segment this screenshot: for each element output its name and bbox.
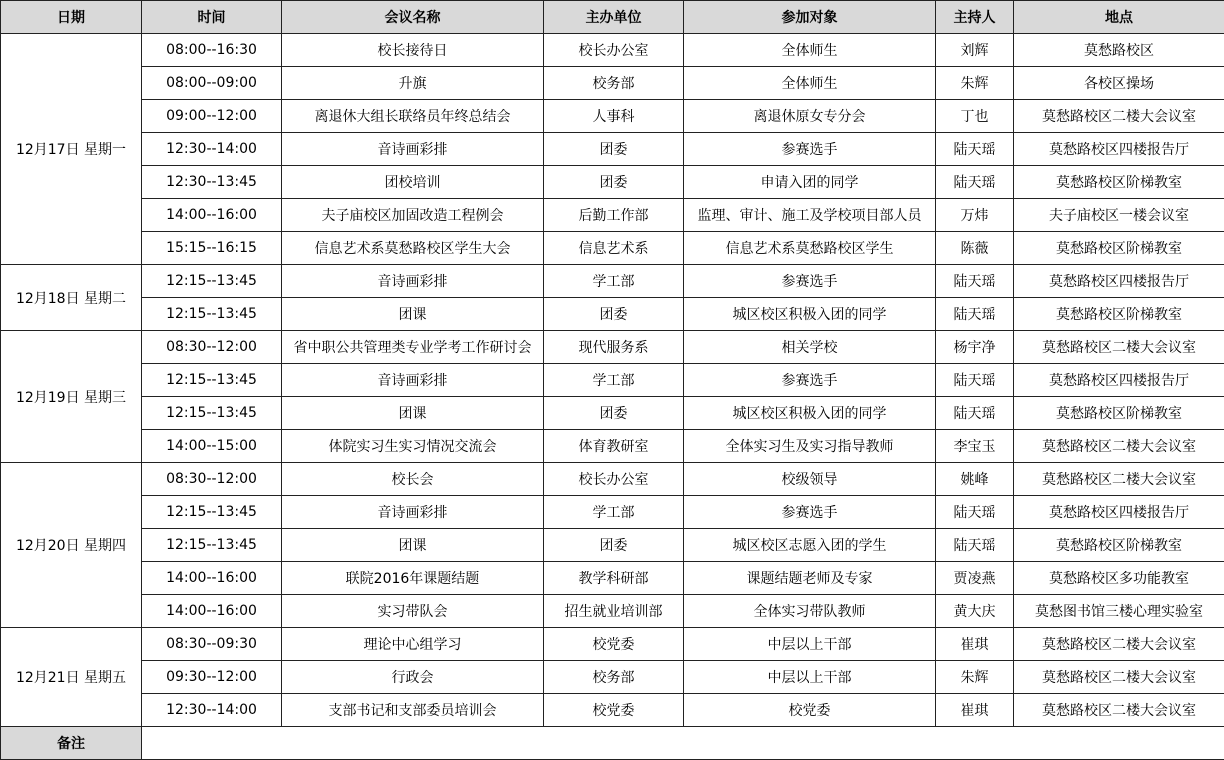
location-cell: 莫愁路校区四楼报告厅: [1014, 364, 1224, 397]
host-cell: 崔琪: [936, 694, 1014, 727]
host-cell: 陈薇: [936, 232, 1014, 265]
note-value: [142, 727, 1224, 760]
meeting-name-cell: 音诗画彩排: [282, 265, 544, 298]
time-cell: 08:30--09:30: [142, 628, 282, 661]
time-cell: 09:00--12:00: [142, 100, 282, 133]
location-cell: 莫愁路校区阶梯教室: [1014, 166, 1224, 199]
table-row: [1, 463, 1224, 496]
location-cell: 莫愁路校区四楼报告厅: [1014, 133, 1224, 166]
meeting-name-cell: 理论中心组学习: [282, 628, 544, 661]
participants-cell: 全体师生: [684, 34, 936, 67]
time-cell: 09:30--12:00: [142, 661, 282, 694]
meeting-name-cell: 音诗画彩排: [282, 364, 544, 397]
date-cell: 12月19日 星期三: [1, 331, 142, 463]
host-cell: 万炜: [936, 199, 1014, 232]
meeting-name-cell: 团校培训: [282, 166, 544, 199]
note-label: 备注: [1, 727, 142, 760]
location-cell: 莫愁路校区阶梯教室: [1014, 298, 1224, 331]
table-row: [1, 100, 1224, 133]
organizer-cell: 学工部: [544, 265, 684, 298]
time-cell: 14:00--16:00: [142, 595, 282, 628]
organizer-cell: 学工部: [544, 496, 684, 529]
organizer-cell: 校党委: [544, 694, 684, 727]
host-cell: 朱辉: [936, 67, 1014, 100]
meeting-name-cell: 体院实习生实习情况交流会: [282, 430, 544, 463]
schedule-body: [1, 34, 1224, 727]
participants-cell: 监理、审计、施工及学校项目部人员: [684, 199, 936, 232]
time-cell: 12:15--13:45: [142, 496, 282, 529]
participants-cell: 校党委: [684, 694, 936, 727]
time-cell: 12:30--14:00: [142, 694, 282, 727]
header-organizer: 主办单位: [544, 1, 684, 34]
location-cell: 莫愁路校区二楼大会议室: [1014, 694, 1224, 727]
table-row: [1, 199, 1224, 232]
host-cell: 陆天瑶: [936, 397, 1014, 430]
organizer-cell: 后勤工作部: [544, 199, 684, 232]
participants-cell: 全体实习带队教师: [684, 595, 936, 628]
participants-cell: 中层以上干部: [684, 628, 936, 661]
organizer-cell: 人事科: [544, 100, 684, 133]
meeting-name-cell: 夫子庙校区加固改造工程例会: [282, 199, 544, 232]
time-cell: 12:15--13:45: [142, 529, 282, 562]
table-row: [1, 694, 1224, 727]
location-cell: 莫愁路校区阶梯教室: [1014, 397, 1224, 430]
time-cell: 08:00--16:30: [142, 34, 282, 67]
location-cell: 夫子庙校区一楼会议室: [1014, 199, 1224, 232]
table-row: [1, 331, 1224, 364]
participants-cell: 课题结题老师及专家: [684, 562, 936, 595]
meeting-name-cell: 行政会: [282, 661, 544, 694]
host-cell: 丁也: [936, 100, 1014, 133]
organizer-cell: 学工部: [544, 364, 684, 397]
header-location: 地点: [1014, 1, 1224, 34]
note-row: [1, 727, 1224, 760]
organizer-cell: 团委: [544, 397, 684, 430]
host-cell: 陆天瑶: [936, 265, 1014, 298]
host-cell: 陆天瑶: [936, 166, 1014, 199]
participants-cell: 校级领导: [684, 463, 936, 496]
location-cell: 莫愁路校区二楼大会议室: [1014, 100, 1224, 133]
host-cell: 杨宇净: [936, 331, 1014, 364]
date-cell: 12月17日 星期一: [1, 34, 142, 265]
meeting-name-cell: 校长接待日: [282, 34, 544, 67]
table-row: [1, 67, 1224, 100]
meeting-name-cell: 离退休大组长联络员年终总结会: [282, 100, 544, 133]
organizer-cell: 教学科研部: [544, 562, 684, 595]
location-cell: 莫愁路校区二楼大会议室: [1014, 628, 1224, 661]
table-row: [1, 562, 1224, 595]
table-row: [1, 529, 1224, 562]
host-cell: 李宝玉: [936, 430, 1014, 463]
location-cell: 莫愁路校区二楼大会议室: [1014, 463, 1224, 496]
table-row: [1, 397, 1224, 430]
participants-cell: 城区校区志愿入团的学生: [684, 529, 936, 562]
time-cell: 14:00--15:00: [142, 430, 282, 463]
meeting-name-cell: 校长会: [282, 463, 544, 496]
participants-cell: 全体师生: [684, 67, 936, 100]
organizer-cell: 现代服务系: [544, 331, 684, 364]
participants-cell: 参赛选手: [684, 364, 936, 397]
table-row: [1, 661, 1224, 694]
time-cell: 12:15--13:45: [142, 364, 282, 397]
host-cell: 黄大庆: [936, 595, 1014, 628]
time-cell: 08:00--09:00: [142, 67, 282, 100]
host-cell: 刘辉: [936, 34, 1014, 67]
organizer-cell: 校长办公室: [544, 463, 684, 496]
header-host: 主持人: [936, 1, 1014, 34]
table-row: [1, 595, 1224, 628]
time-cell: 14:00--16:00: [142, 199, 282, 232]
participants-cell: 申请入团的同学: [684, 166, 936, 199]
host-cell: 贾凌燕: [936, 562, 1014, 595]
location-cell: 莫愁路校区: [1014, 34, 1224, 67]
host-cell: 陆天瑶: [936, 298, 1014, 331]
location-cell: 各校区操场: [1014, 67, 1224, 100]
organizer-cell: 招生就业培训部: [544, 595, 684, 628]
date-cell: 12月21日 星期五: [1, 628, 142, 727]
header-date: 日期: [1, 1, 142, 34]
organizer-cell: 团委: [544, 298, 684, 331]
time-cell: 08:30--12:00: [142, 463, 282, 496]
header-time: 时间: [142, 1, 282, 34]
participants-cell: 城区校区积极入团的同学: [684, 298, 936, 331]
meeting-name-cell: 实习带队会: [282, 595, 544, 628]
table-row: [1, 166, 1224, 199]
organizer-cell: 校务部: [544, 661, 684, 694]
organizer-cell: 团委: [544, 166, 684, 199]
meeting-name-cell: 音诗画彩排: [282, 133, 544, 166]
time-cell: 15:15--16:15: [142, 232, 282, 265]
participants-cell: 参赛选手: [684, 265, 936, 298]
participants-cell: 信息艺术系莫愁路校区学生: [684, 232, 936, 265]
date-cell: 12月18日 星期二: [1, 265, 142, 331]
participants-cell: 相关学校: [684, 331, 936, 364]
meeting-name-cell: 团课: [282, 529, 544, 562]
table-row: [1, 133, 1224, 166]
table-row: [1, 628, 1224, 661]
meeting-name-cell: 联院2016年课题结题: [282, 562, 544, 595]
organizer-cell: 体育教研室: [544, 430, 684, 463]
time-cell: 08:30--12:00: [142, 331, 282, 364]
organizer-cell: 团委: [544, 529, 684, 562]
time-cell: 12:30--13:45: [142, 166, 282, 199]
organizer-cell: 校务部: [544, 67, 684, 100]
table-row: [1, 298, 1224, 331]
host-cell: 姚峰: [936, 463, 1014, 496]
location-cell: 莫愁路校区阶梯教室: [1014, 232, 1224, 265]
meeting-name-cell: 支部书记和支部委员培训会: [282, 694, 544, 727]
table-row: [1, 265, 1224, 298]
time-cell: 12:15--13:45: [142, 298, 282, 331]
location-cell: 莫愁路校区二楼大会议室: [1014, 430, 1224, 463]
host-cell: 陆天瑶: [936, 364, 1014, 397]
location-cell: 莫愁路校区二楼大会议室: [1014, 331, 1224, 364]
host-cell: 陆天瑶: [936, 133, 1014, 166]
participants-cell: 参赛选手: [684, 496, 936, 529]
location-cell: 莫愁路校区四楼报告厅: [1014, 265, 1224, 298]
meeting-name-cell: 信息艺术系莫愁路校区学生大会: [282, 232, 544, 265]
header-participants: 参加对象: [684, 1, 936, 34]
table-row: [1, 364, 1224, 397]
location-cell: 莫愁路校区多功能教室: [1014, 562, 1224, 595]
organizer-cell: 信息艺术系: [544, 232, 684, 265]
location-cell: 莫愁路校区阶梯教室: [1014, 529, 1224, 562]
meeting-name-cell: 省中职公共管理类专业学考工作研讨会: [282, 331, 544, 364]
host-cell: 陆天瑶: [936, 496, 1014, 529]
location-cell: 莫愁路校区二楼大会议室: [1014, 661, 1224, 694]
time-cell: 14:00--16:00: [142, 562, 282, 595]
participants-cell: 全体实习生及实习指导教师: [684, 430, 936, 463]
header-row: [1, 1, 1224, 34]
table-row: [1, 430, 1224, 463]
host-cell: 朱辉: [936, 661, 1014, 694]
participants-cell: 离退休原女专分会: [684, 100, 936, 133]
organizer-cell: 校长办公室: [544, 34, 684, 67]
location-cell: 莫愁图书馆三楼心理实验室: [1014, 595, 1224, 628]
time-cell: 12:15--13:45: [142, 397, 282, 430]
header-meeting-name: 会议名称: [282, 1, 544, 34]
organizer-cell: 团委: [544, 133, 684, 166]
location-cell: 莫愁路校区四楼报告厅: [1014, 496, 1224, 529]
meeting-name-cell: 升旗: [282, 67, 544, 100]
table-row: [1, 232, 1224, 265]
host-cell: 崔琪: [936, 628, 1014, 661]
meeting-name-cell: 音诗画彩排: [282, 496, 544, 529]
participants-cell: 城区校区积极入团的同学: [684, 397, 936, 430]
table-row: [1, 34, 1224, 67]
organizer-cell: 校党委: [544, 628, 684, 661]
meeting-name-cell: 团课: [282, 397, 544, 430]
date-cell: 12月20日 星期四: [1, 463, 142, 628]
participants-cell: 中层以上干部: [684, 661, 936, 694]
time-cell: 12:30--14:00: [142, 133, 282, 166]
participants-cell: 参赛选手: [684, 133, 936, 166]
time-cell: 12:15--13:45: [142, 265, 282, 298]
meeting-name-cell: 团课: [282, 298, 544, 331]
table-row: [1, 496, 1224, 529]
host-cell: 陆天瑶: [936, 529, 1014, 562]
